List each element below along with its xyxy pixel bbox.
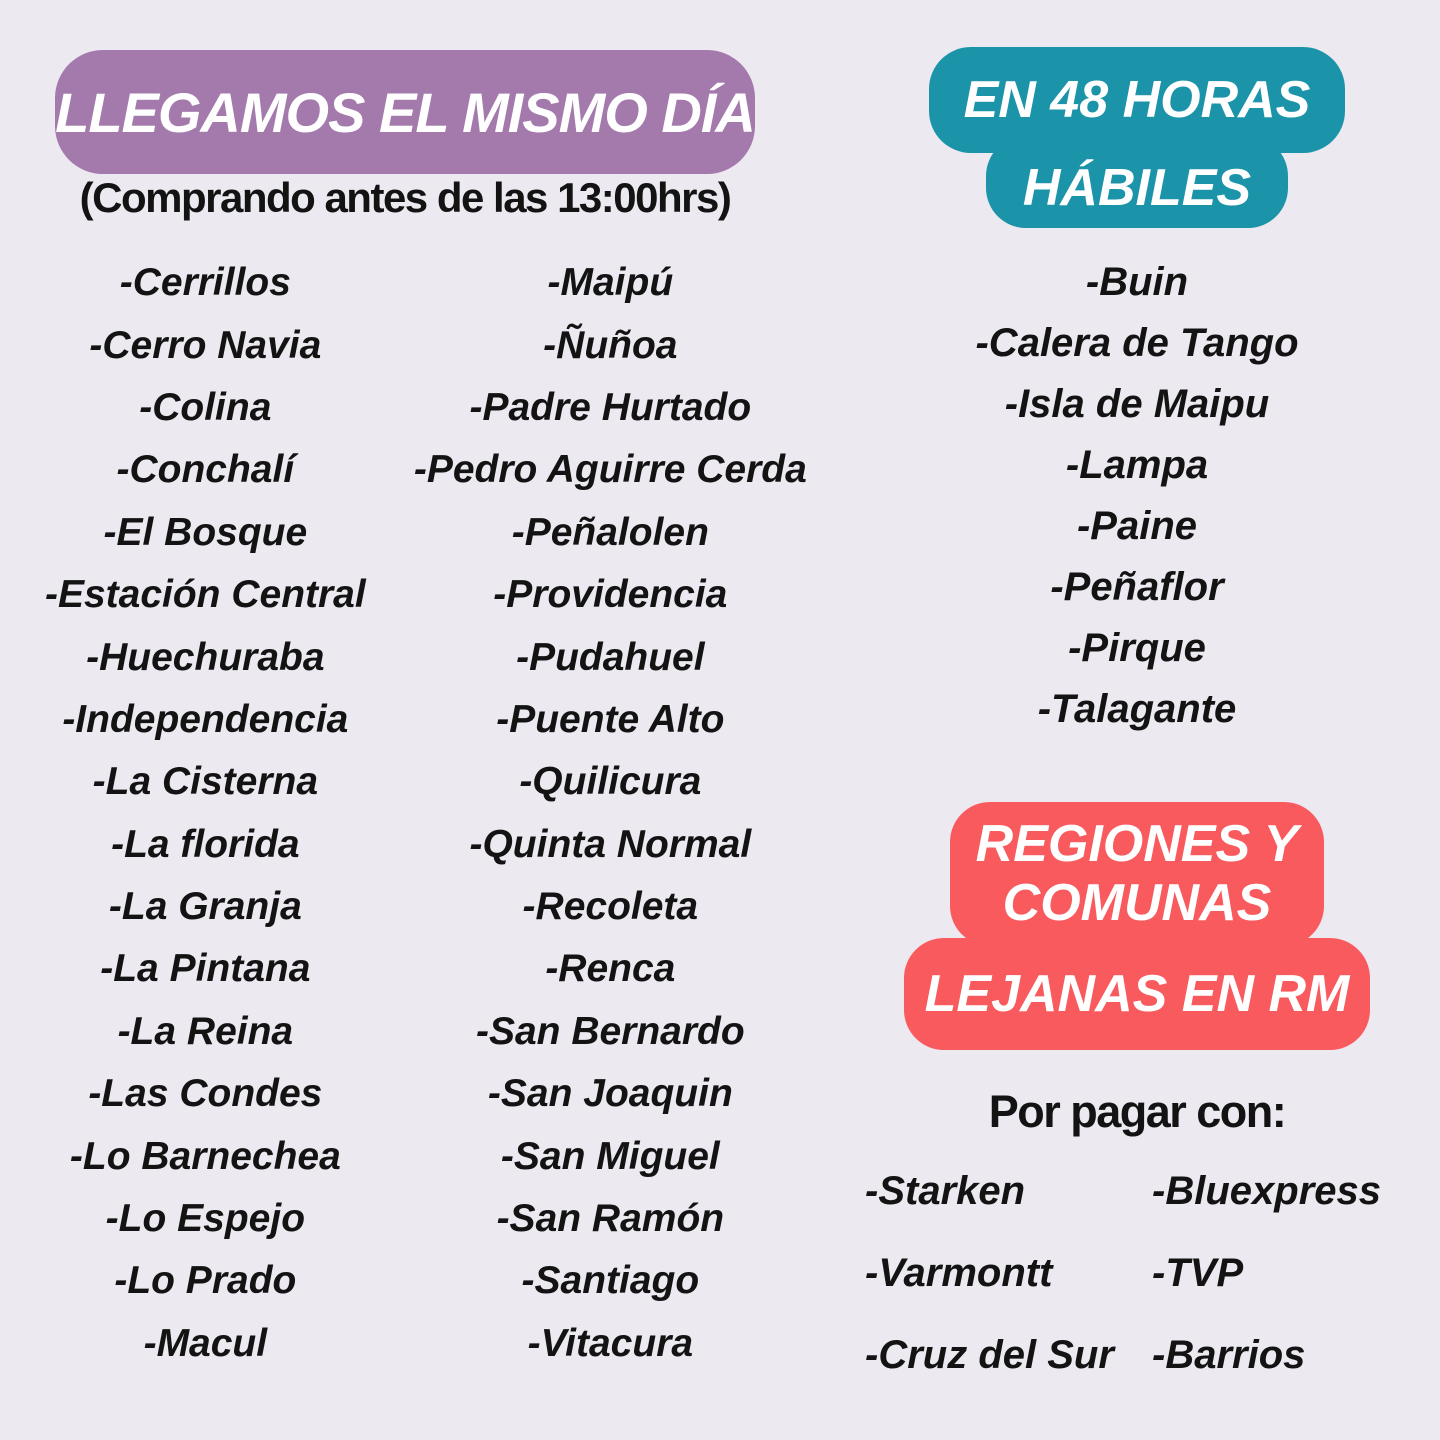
list-item: -Lo Prado [114,1259,297,1303]
list-item: -Peñalolen [511,510,709,554]
list-item: -Macul [143,1321,268,1365]
courier-lists [865,1150,1417,1396]
h48-list [857,252,1417,740]
list-item: -Las Condes [88,1072,323,1116]
list-item: -Cerro Navia [89,323,322,367]
list-item: -Ñuñoa [543,323,678,367]
list-item: -La Pintana [100,947,311,991]
list-item: -Independencia [62,697,349,741]
badge-48h-line1: EN 48 HORAS [929,47,1345,153]
badge-regions-top [950,802,1324,946]
same-day-list-col2 [396,252,825,1375]
same-day-list-col1 [15,252,396,1375]
courier-list-col1 [865,1150,1152,1396]
badge-48h-line2: HÁBILES [986,136,1288,228]
list-item: -Puente Alto [496,697,725,741]
list-item: -Pedro Aguirre Cerda [413,448,807,492]
list-item: -Lo Barnechea [69,1134,341,1178]
list-item: -Talagante [1037,687,1237,731]
list-item: -Isla de Maipu [1004,382,1270,426]
list-item: -Santiago [521,1259,700,1303]
list-item: -Peñaflor [1050,565,1224,609]
list-item: -San Ramón [496,1197,725,1241]
list-item: -Estación Central [44,573,366,617]
list-item: -La florida [111,822,300,866]
badge-regions-line3: LEJANAS EN RM [904,938,1370,1050]
list-item: -Maipú [547,261,674,305]
list-item: -Starken [865,1168,1026,1213]
list-item: -Providencia [493,573,728,617]
pay-heading: Por pagar con: [988,1086,1286,1137]
list-item: -Quilicura [519,760,702,804]
same-day-subtitle: (Comprando antes de las 13:00hrs) [79,174,731,221]
list-item: -Lo Espejo [105,1197,306,1241]
list-item: -Bluexpress [1152,1168,1382,1213]
list-item: -Recoleta [522,885,699,929]
list-item: -San Miguel [500,1134,720,1178]
list-item: -Pirque [1068,626,1206,670]
list-item: -Barrios [1152,1332,1306,1377]
courier-list-col2 [1152,1150,1417,1396]
same-day-lists [15,252,825,1375]
badge-regions-line2: COMUNAS [1002,873,1272,932]
list-item: -Cerrillos [119,261,291,305]
list-item: -Renca [545,947,676,991]
list-item: -La Granja [108,885,302,929]
list-item: -Padre Hurtado [469,385,752,429]
list-item: -Huechuraba [86,635,325,679]
right-column [857,0,1417,1440]
list-item: -Vitacura [527,1321,694,1365]
list-item: -Cruz del Sur [865,1332,1114,1377]
list-item: -La Reina [117,1009,294,1053]
badge-regions-line1: REGIONES Y [975,815,1299,873]
list-item: -El Bosque [103,510,308,554]
list-item: -Colina [139,385,272,429]
list-item: -La Cisterna [92,760,319,804]
list-item: -Conchalí [116,448,295,492]
list-item: -Varmontt [865,1250,1053,1295]
list-item: -TVP [1152,1250,1244,1295]
same-day-badge: LLEGAMOS EL MISMO DÍA [55,50,755,174]
list-item: -Lampa [1065,443,1209,487]
list-item: -San Bernardo [475,1009,745,1053]
list-item: -Buin [1085,260,1189,304]
list-item: -Paine [1076,504,1198,548]
list-item: -Pudahuel [516,635,705,679]
list-item: -San Joaquin [487,1072,733,1116]
list-item: -Quinta Normal [469,822,752,866]
list-item: -Calera de Tango [975,321,1299,365]
